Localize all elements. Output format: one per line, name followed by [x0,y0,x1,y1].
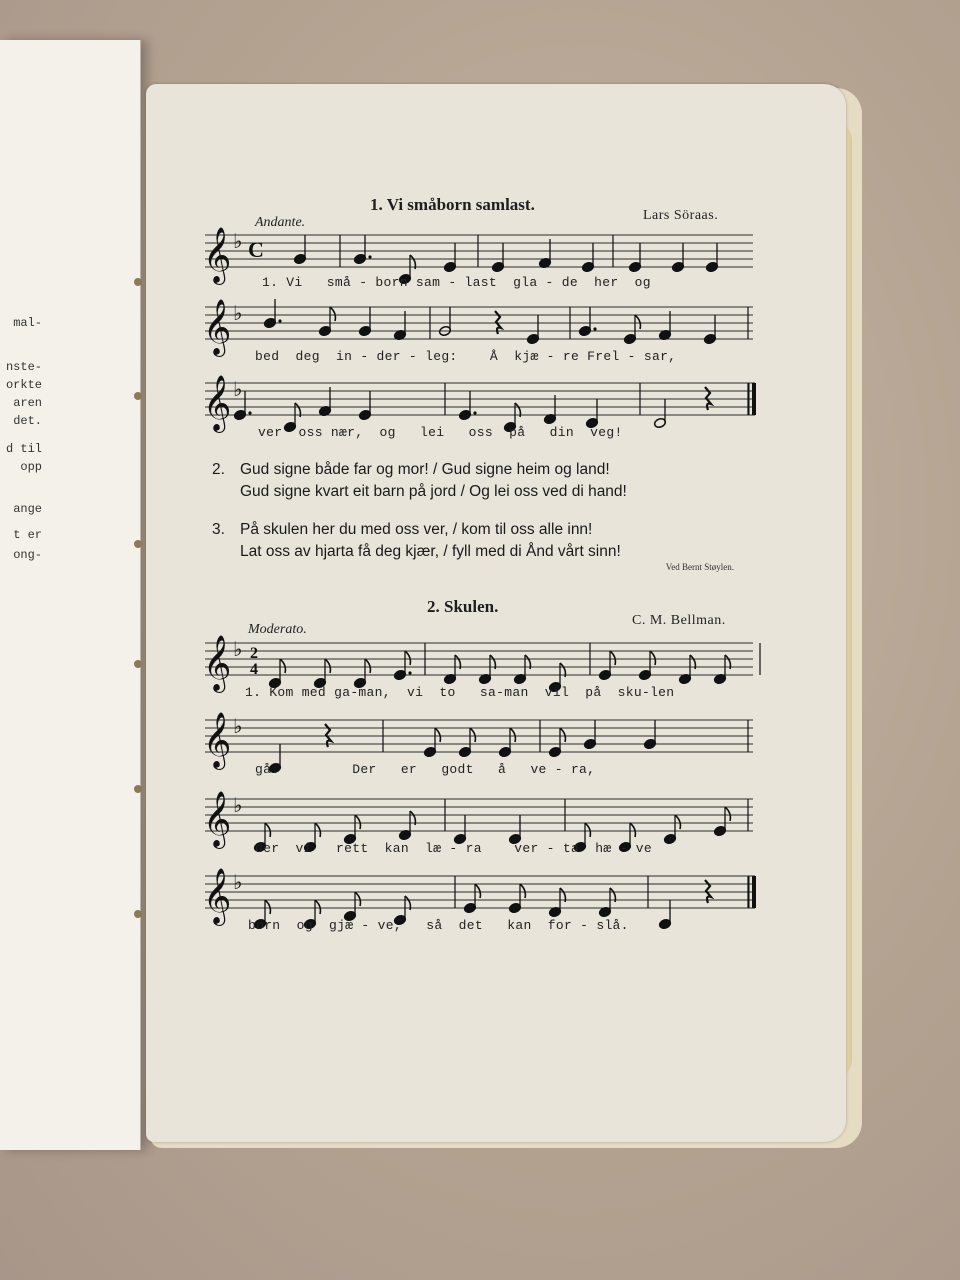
lyrics-line: 1. Vi små - born sam - last gla - de her og [262,275,651,290]
treble-clef-icon: 𝄞 [203,227,232,283]
note-flag [265,900,270,914]
note-flag [265,823,270,837]
left-page-text: ange [13,502,42,516]
note-flag [650,651,655,665]
left-page-text: aren [13,396,42,410]
left-page-text: d til [5,442,42,456]
verse-line: Gud signe både far og mor! / Gud signe heim og land! [240,461,610,478]
translator-credit: Ved Bernt Støylen. [665,562,734,572]
final-bar-line [752,383,756,415]
time-signature: C [248,237,264,262]
left-page-text: det. [13,414,42,428]
binding-stitch [134,910,142,918]
music-staff [200,373,760,431]
time-signature: 4 [250,661,258,678]
key-signature-flat: ♭ [233,714,243,738]
verse-number: 2. [212,461,225,478]
note-flag [330,307,335,321]
note-flag [470,728,475,742]
note-flag [630,823,635,837]
note-flag [315,900,320,914]
lyrics-line: bed deg in - der - leg: Å kjæ - re Frel - sar, [255,349,677,364]
binding-stitch [134,785,142,793]
note-flag [520,884,525,898]
left-page [0,40,141,1150]
song-title: 1. Vi småborn samlast. [370,195,535,214]
note-flag [675,815,680,829]
note-flag [510,728,515,742]
note-dot [473,411,476,414]
note-flag [610,651,615,665]
tempo-marking: Moderato. [248,622,307,637]
note-flag [585,823,590,837]
key-signature-flat: ♭ [233,637,243,661]
left-page-text: ong- [13,548,42,562]
song-author: C. M. Bellman. [632,613,726,628]
note-flag [280,659,285,673]
lyrics-line: gå. Der er godt å ve - ra, [255,762,596,777]
note-dot [278,319,281,322]
time-signature: 2 [250,645,258,662]
verse-line: På skulen her du med oss ver, / kom til oss alle inn! [240,521,593,538]
note-dot [593,327,596,330]
lyrics-line: born og gjæ - ve, så det kan for - slå. [248,918,629,933]
treble-clef-icon: 𝄞 [203,375,232,431]
key-signature-flat: ♭ [233,793,243,817]
treble-clef-icon: 𝄞 [203,635,232,691]
binding-stitch [134,392,142,400]
verse-line: Lat oss av hjarta få deg kjær, / fyll med di Ånd vårt sinn! [240,543,621,560]
final-bar-line [752,876,756,908]
verse-number: 3. [212,521,225,538]
note-dot [248,411,251,414]
left-page-text: mal- [13,316,42,330]
song-author: Lars Söraas. [643,208,719,223]
verse-line: Gud signe kvart eit barn på jord / Og lei oss ved di hand! [240,483,627,500]
note-flag [475,884,480,898]
verse-3 [212,519,621,563]
lyrics-line: 1. Kom med ga-man, vi to sa-man vil på sku-len [245,685,675,700]
verse-2 [212,459,627,503]
binding-stitch [134,278,142,286]
note-flag [635,315,640,329]
key-signature-flat: ♭ [233,229,243,253]
song-title: 2. Skulen. [427,597,499,616]
music-staff [200,866,760,924]
left-page-text: nste- [5,360,42,374]
note-flag [355,815,360,829]
note-flag [725,807,730,821]
key-signature-flat: ♭ [233,870,243,894]
treble-clef-icon: 𝄞 [203,712,232,768]
tempo-marking: Andante. [255,215,306,230]
music-staff [200,789,760,847]
left-page-text: orkte [5,378,42,392]
left-page-text: opp [20,460,42,474]
key-signature-flat: ♭ [233,301,243,325]
note-flag [560,728,565,742]
note-dot [368,255,371,258]
lyrics-line: ver oss nær, og lei oss på din veg! [258,425,623,440]
binding-stitch [134,540,142,548]
music-staff [200,633,760,691]
note-flag [325,659,330,673]
note-dot [408,671,411,674]
left-page-text: t er [13,528,42,542]
treble-clef-icon: 𝄞 [203,299,232,355]
note-flag [365,659,370,673]
treble-clef-icon: 𝄞 [203,868,232,924]
key-signature-flat: ♭ [233,377,243,401]
note-flag [405,651,410,665]
music-staff [200,297,760,355]
note-flag [435,728,440,742]
music-staff [200,710,760,768]
treble-clef-icon: 𝄞 [203,791,232,847]
note-flag [355,892,360,906]
binding-stitch [134,660,142,668]
note-flag [315,823,320,837]
lyrics-line: der vi rett kan læ - ra ver - ta hæ - ve [255,841,652,856]
